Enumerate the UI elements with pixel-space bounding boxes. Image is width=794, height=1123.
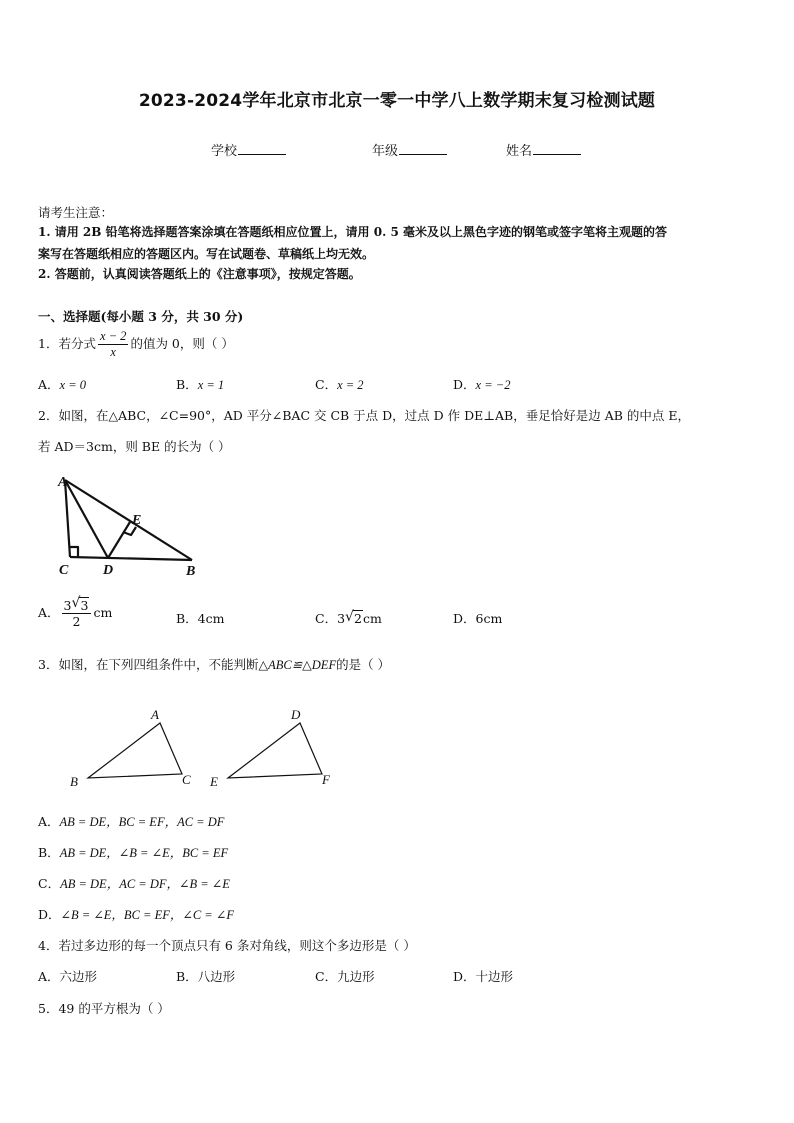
fraction-denominator: x bbox=[110, 345, 116, 359]
label-f: F bbox=[322, 772, 330, 787]
fraction-numerator bbox=[62, 595, 92, 614]
question-3 bbox=[38, 655, 390, 673]
q3-option-a[interactable] bbox=[38, 812, 224, 830]
page-title: 2023-2024学年北京市北京一零一中学八上数学期末复习检测试题 bbox=[138, 91, 656, 111]
q1-option-a[interactable] bbox=[38, 375, 86, 393]
q2-option-a[interactable] bbox=[38, 595, 113, 629]
option-label: A． bbox=[38, 605, 60, 620]
fraction-denominator: 2 bbox=[72, 614, 81, 629]
question-3-math: △ABC≌△DEF bbox=[258, 658, 337, 672]
option-text: x = 1 bbox=[197, 378, 225, 392]
q4-option-b[interactable]: B．八边形 bbox=[176, 969, 236, 984]
fraction-numerator: x − 2 bbox=[99, 329, 127, 343]
q1-option-c[interactable] bbox=[315, 375, 364, 393]
notice-heading: 请考生注意： bbox=[38, 205, 114, 220]
question-2-line-2: 若 AD＝3cm，则 BE 的长为（ ） bbox=[38, 439, 231, 454]
sqrt bbox=[345, 611, 363, 626]
label-d: D bbox=[291, 707, 301, 722]
radicand: 2 bbox=[354, 611, 362, 626]
option-a-fraction bbox=[62, 595, 92, 629]
option-unit: cm bbox=[362, 611, 382, 626]
question-3-suffix: 的是（ ） bbox=[336, 657, 391, 672]
school-field bbox=[211, 140, 286, 159]
notice-line-1b: 案写在答题纸相应的答题区内。写在试题卷、草稿纸上均无效。 bbox=[38, 247, 375, 261]
grade-label: 年级 bbox=[372, 144, 399, 159]
label-b: B bbox=[70, 774, 78, 789]
question-1-fraction bbox=[98, 329, 128, 360]
question-1 bbox=[38, 329, 234, 360]
label-a: A bbox=[151, 707, 159, 722]
option-label: C． bbox=[315, 377, 338, 392]
q1-option-d[interactable] bbox=[453, 375, 510, 393]
figure-lines bbox=[88, 723, 322, 778]
section-heading: 一、选择题(每小题 3 分，共 30 分) bbox=[38, 309, 244, 324]
q3-option-c[interactable] bbox=[38, 874, 230, 892]
segment-de bbox=[108, 522, 130, 558]
option-text: x = 2 bbox=[337, 378, 364, 392]
segment-cb bbox=[70, 557, 192, 560]
label-e: E bbox=[210, 774, 218, 789]
segment-ac bbox=[65, 480, 70, 557]
option-unit: cm bbox=[93, 605, 113, 620]
q2-option-b[interactable]: B．4cm bbox=[176, 611, 225, 626]
question-2-line-1: 2．如图，在△ABC，∠C=90°，AD 平分∠BAC 交 CB 于点 D，过点 D 作 DE⊥AB，垂足恰好是边 AB 的中点 E， bbox=[38, 408, 690, 423]
triangle-def bbox=[228, 723, 322, 778]
notice-line-2: 2. 答题前，认真阅读答题纸上的《注意事项》，按规定答题。 bbox=[38, 267, 361, 281]
option-text: x = −2 bbox=[475, 378, 511, 392]
option-text: ∠B = ∠E，BC = EF，∠C = ∠F bbox=[60, 908, 234, 922]
label-b: B bbox=[186, 564, 196, 579]
option-label: D． bbox=[38, 907, 61, 922]
option-label: D． bbox=[453, 377, 476, 392]
q1-option-b[interactable] bbox=[176, 375, 224, 393]
q2-option-c[interactable] bbox=[315, 609, 382, 627]
question-1-prefix: 1．若分式 bbox=[38, 336, 96, 351]
q4-option-d[interactable]: D．十边形 bbox=[453, 969, 514, 984]
grade-field bbox=[372, 140, 447, 159]
option-text: AB = DE，BC = EF，AC = DF bbox=[59, 815, 225, 829]
option-label: C．3 bbox=[315, 611, 346, 626]
radical-sign: √ bbox=[71, 595, 81, 611]
option-label: B． bbox=[38, 845, 60, 860]
school-label: 学校 bbox=[211, 144, 238, 159]
name-blank bbox=[533, 142, 581, 155]
question-3-prefix: 3．如图，在下列四组条件中，不能判断 bbox=[38, 657, 259, 672]
q3-option-d[interactable] bbox=[38, 905, 234, 923]
question-1-suffix: 的值为 0，则（ ） bbox=[130, 336, 234, 351]
option-text: AB = DE，∠B = ∠E，BC = EF bbox=[59, 846, 229, 860]
school-blank bbox=[238, 142, 286, 155]
triangles-figure bbox=[60, 700, 350, 795]
question-4: 4．若过多边形的每一个顶点只有 6 条对角线，则这个多边形是（ ） bbox=[38, 938, 416, 953]
coefficient: 3 bbox=[63, 598, 72, 613]
label-c: C bbox=[182, 772, 191, 787]
option-text: AB = DE，AC = DF，∠B = ∠E bbox=[60, 877, 230, 891]
notice-line-1: 1. 请用 2B 铅笔将选择题答案涂填在答题纸相应位置上，请用 0. 5 毫米及以上黑色字迹的钢笔或签字笔将主观题的答 bbox=[38, 225, 667, 239]
q4-option-a[interactable]: A．六边形 bbox=[38, 969, 98, 984]
option-label: A． bbox=[38, 377, 60, 392]
triangle-abc-figure bbox=[48, 470, 208, 580]
option-text: x = 0 bbox=[59, 378, 87, 392]
q4-option-c[interactable]: C．九边形 bbox=[315, 969, 375, 984]
name-label: 姓名 bbox=[506, 144, 533, 159]
label-d: D bbox=[103, 563, 114, 578]
name-field bbox=[506, 140, 581, 159]
q3-option-b[interactable] bbox=[38, 843, 228, 861]
figure-lines bbox=[65, 480, 192, 560]
option-label: A． bbox=[38, 814, 60, 829]
label-c: C bbox=[59, 563, 69, 578]
label-a: A bbox=[58, 475, 68, 490]
label-e: E bbox=[132, 513, 142, 528]
right-angle-c bbox=[70, 547, 78, 557]
q2-option-d[interactable]: D．6cm bbox=[453, 611, 503, 626]
sqrt bbox=[71, 595, 89, 613]
option-label: C． bbox=[38, 876, 61, 891]
grade-blank bbox=[399, 142, 447, 155]
radicand: 3 bbox=[80, 598, 89, 613]
question-5: 5．49 的平方根为（ ） bbox=[38, 1001, 170, 1016]
segment-ab bbox=[65, 480, 192, 560]
radical-sign: √ bbox=[345, 609, 354, 625]
triangle-abc bbox=[88, 723, 182, 778]
option-label: B． bbox=[176, 377, 198, 392]
